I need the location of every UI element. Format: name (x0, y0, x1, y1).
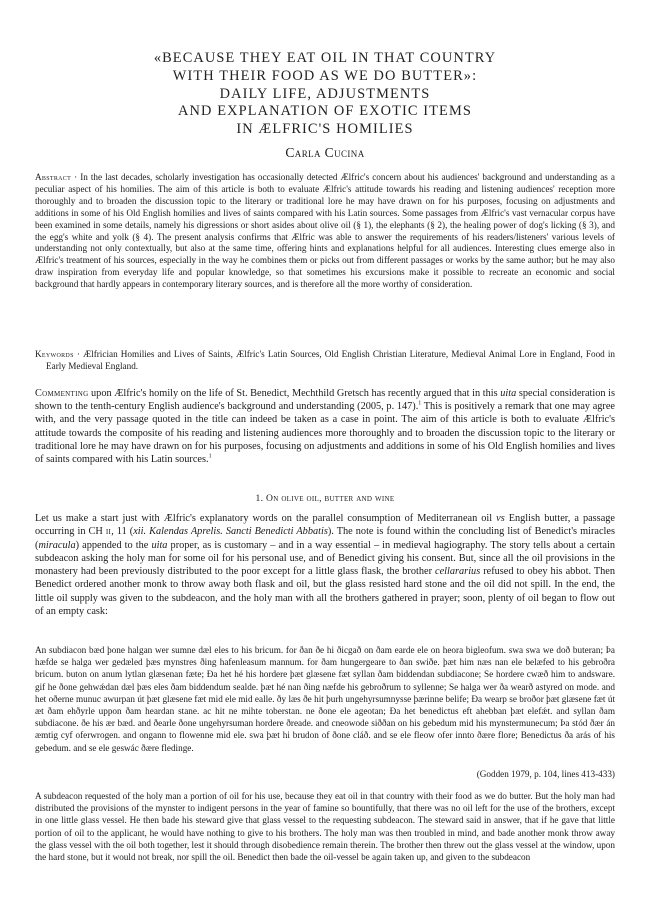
intro-text: upon Ælfric's homily on the life of St. Benedict, Mechthild Gretsch has recently argued that in this (88, 388, 501, 399)
abstract-text: · In the last decades, scholarly investigation has occasionally detected Ælfric's concern about his audiences' background and understanding as a peculiar aspect of his homilies. The aim of this article is both to evaluate Ælfric's attitude towards his reading and listening audiences' reception more thoroughly and to broaden the discussion topic to the literary or traditional lore he may have drawn on for his purposes, focusing on adjustments and additions in some of his Old English homilies and lives of saints compared with his Latin sources. Some passages from Ælfric's vast vernacular corpus have been examined in some details, namely his digressions or short asides about olive oil (§ 1), the elephants (§ 2), the healing power of dog's licking (§ 3), and the egg's white and yolk (§ 4). The present analysis confirms that Ælfric was able to answer the requirements of his readers/listeners' various levels of understanding not only contextually, but also at the same time, offering hints and explanations helpful for all audiences. Interesting clues emerge also in Ælfric's treatment of his sources, especially in the way he combines them or picks out from different passages or works by the same author; but he may also draw inspiration from everyday life and popular knowledge, so that sometimes his excursions make it possible to recreate an economic and social background that hardly appears in contemporary literary sources, and is therefore all the more worthy of consideration. (35, 172, 616, 290)
abstract-label: Abstract (35, 172, 72, 182)
keywords-label: Keywords (35, 349, 74, 359)
intro-paragraph (35, 387, 615, 466)
body-text: ). The note is found within the concluding list of Benedict's miracles ( (35, 526, 615, 551)
translation-paragraph: A subdeacon requested of the holy man a portion of oil for his use, because they eat oil in that country with their food as we do butter. But the holy man had distributed the provisions of the mynster to indigent persons in the year of famine so bountifully, that there was no oil left for the use of the brothers, except in one little glass vessel. He then bade his steward give that glass vessel to the requesting subdeacon. The steward said in answer, that if he gave that little portion of oil to the applicant, he would have nothing to give to his brothers. The holy man was then troubled in mind, and bade another monk throw away the glass vessel with the oil both together, lest it should through disobedience remain therein. The brother then threw out the glass vessel at the window, upon the hard stone, but it would not break, nor spill the oil. Benedict then bade the oil-vessel be again taken up, and given to the subdeacon (35, 791, 615, 863)
title-line: WITH THEIR FOOD AS WE DO BUTTER»: (172, 67, 478, 84)
title-line: IN ÆLFRIC'S HOMILIES (236, 121, 414, 138)
title-line: DAILY LIFE, ADJUSTMENTS (219, 85, 431, 102)
title-line: «BECAUSE THEY EAT OIL IN THAT COUNTRY (153, 50, 497, 66)
title-line: AND EXPLANATION OF EXOTIC ITEMS (178, 103, 472, 120)
body-text: , 11 ( (111, 526, 134, 538)
abstract (35, 172, 615, 291)
intro-lead: Commenting (35, 388, 89, 399)
body-italic: vs (496, 513, 505, 524)
body-italic: xii. Kalendas Aprelis. Sancti Benedicti Abbatis (133, 526, 328, 538)
body-ref: ii (105, 526, 112, 538)
old-english-quotation: An subdiacon bæd þone halgan wer sumne dæl eles to his bricum. for ðan ðe hi ðicgað on ðam earde ele on heora bigleofum. swa swa we doð buteran; Þa hæfde se halga wer gedæled þæs mynstres ðing hafenleasum mannum. for ðam hungergeare to ðan swiðe. þæt him næs nan ele belæfed to his gebroðra bricum. buton on anum lytlan glæsenan fæte; Ða het hé his hordere þæt glæsene fæt syllan ðam biddendan subdiacone; Se hordere cwæð him to andsware. gif he ðone gehwǽdan dæl þæs eles ðam biddendum sealde. þæt hé nan ðing næfde his gebroðrum to syllenne; Se halga wer ða wearð astyred on mode. and het oðerne munuc awurpan út þæt glæsene fæt mid ele mid ealle. ðy læs ðe hit þurh ungehyrsumnysse þærinne belife; Ða wearp se broðor þæt glæsene fæt út æt ðam ehðyrle uppon ðam heardan stane. ac hit ne mihte toberstan. ne ðone ele ageotan; Ða het benedictus eft ahebban þæt elefǽt. and syllan ðam subdiacone. ðe his ær bæd. and ðearle ðone ungehyrsuman hordere ðreade. and cneowode siððan on his gebedum mid his mynstermunecum; Þa stód ðær án æmtig cyf oferwrogen. and ongann to flowenne mid ele. swa þæt hi brudon of ðone cláð. and se ele fleow ofer innto ðære flore; Benedictus ða arás of his gebedum. and se ele geswác ðære fledinge. (35, 645, 615, 753)
body-italic: uita (151, 539, 168, 551)
keywords (35, 349, 615, 373)
intro-italic: uita (500, 388, 517, 399)
intro-text: special consideration is shown to the tenth-century English audience's background and understanding (2005, p. 147). (35, 388, 616, 413)
article-title (35, 50, 615, 139)
intro-text: This is positively a remark that one may agree with, and the very passage quoted in the title can indeed be taken as a case in point. The aim of this article is both to evaluate Ælfric's attitude towards the composite of his reading and listening audiences more thoroughly and to broaden the discussion topic to the literary or traditional lore he may have drawn on for his purposes, focusing on adjustments and additions in some of his Old English homilies and lives of saints compared with his Latin sources. (35, 401, 615, 466)
section-heading: 1. On olive oil, butter and wine (255, 493, 395, 504)
body-italic: miracula (38, 539, 76, 551)
body-text: ) appended to the (75, 539, 152, 551)
body-text: refused to obey his abbot. Then Benedict ordered another monk to throw away both flask and oil, but the glass resisted hard stone and the oil did not spill. In the end, the little oil supply was given to the subdeacon, and the holy man with all the brothers gathered in prayer; soon, plenty of oil began to flow out of an empty cask: (35, 566, 615, 618)
keywords-text: · Ælfrician Homilies and Lives of Saints, Ælfric's Latin Sources, Old English Christian Literature, Medieval Animal Lore in England, Food in Early Medieval England. (46, 349, 616, 371)
body-text: English butter, a passage occurring in CH (35, 513, 615, 538)
body-italic: cellararius (435, 566, 481, 578)
body-text: proper, as is customary – and in a way essential – in medieval hagiography. The story tells about a certain subdeacon asking the holy man for some oil for his personal use, and of Benedict giving his consent. But, since all the oil provisions in the monastery had been previously distributed to the poor except for a little glass flask, the brother (35, 539, 615, 578)
body-text: Let us make a start just with Ælfric's explanatory words on the parallel consumption of Mediterranean oil (35, 513, 497, 524)
footnote-ref[interactable]: 1 (208, 453, 212, 460)
body-paragraph (35, 512, 615, 618)
author-name: Carla Cucina (285, 145, 365, 160)
footnote-ref[interactable]: 1 (418, 400, 422, 407)
quotation-citation: (Godden 1979, p. 104, lines 413-433) (476, 769, 615, 779)
